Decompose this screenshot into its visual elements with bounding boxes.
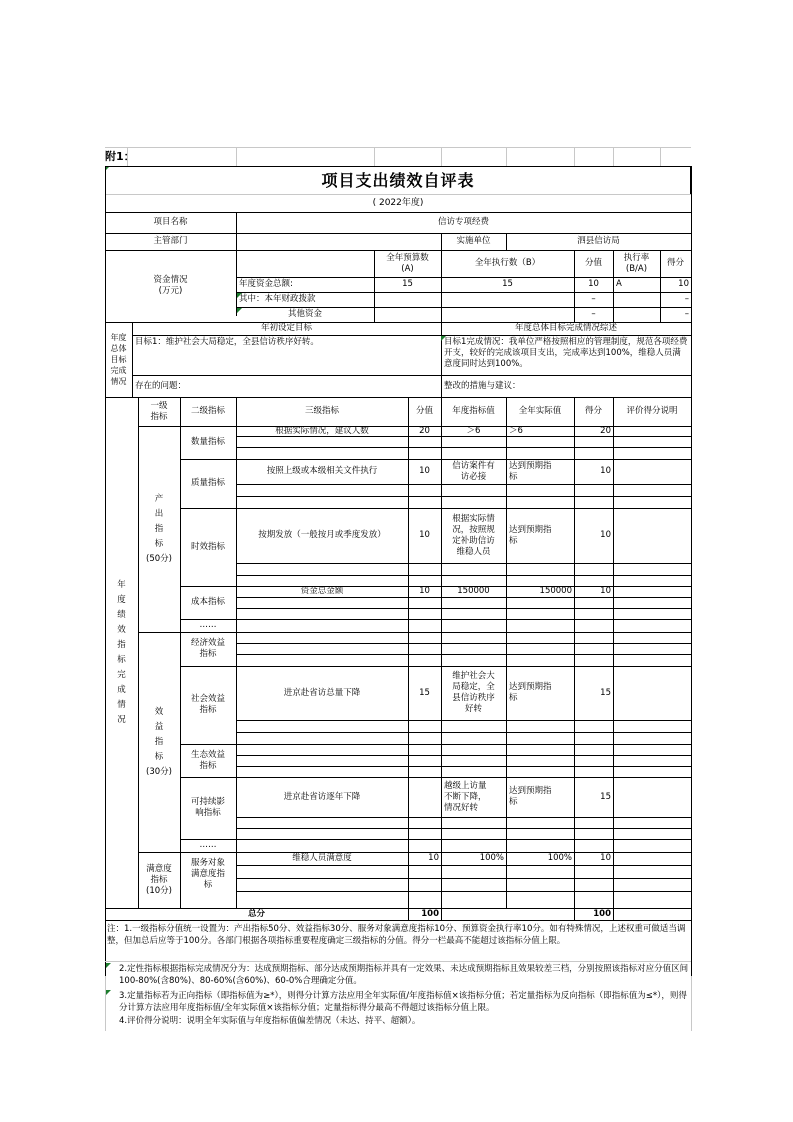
- funds-fiscal-score: –: [684, 294, 689, 304]
- timeliness-target: 根据实际情 况，按照规 定补助信访 维稳人员: [452, 513, 495, 557]
- goals-side-label: 年度 总体 目标 完成 情况: [110, 333, 127, 386]
- sustainable-item: 进京赴省访逐年下降: [283, 791, 361, 802]
- cost-target: 150000: [457, 586, 490, 596]
- measures-label: 整改的措施与建议：: [444, 380, 521, 391]
- satisfaction-level1-label: 满意度 指标 (10分): [146, 863, 172, 896]
- timeliness-value: 10: [419, 530, 430, 540]
- benefit-level1-label: 效 益 指 标 (30分): [146, 706, 172, 777]
- funds-total-score: 10: [678, 279, 689, 289]
- hdr-explain: 评价得分说明: [626, 406, 678, 416]
- hdr-level1: 一级 指标: [150, 400, 168, 422]
- goals-actual-header: 年度总体目标完成情况综述: [514, 323, 617, 333]
- social-label: 社会效益 指标: [190, 694, 225, 715]
- total-value: 100: [421, 908, 439, 919]
- funds-row-fiscal: 其中：本年财政拨款: [239, 294, 316, 304]
- quantity-actual: ＞6: [509, 426, 523, 436]
- project-name-value: 信访专项经费: [437, 217, 489, 227]
- cost-value: 10: [419, 586, 430, 596]
- cost-item: 资金总金额: [300, 586, 344, 596]
- ecological-label: 生态效益 指标: [190, 749, 225, 771]
- goals-actual-text: 目标1完成情况：我单位严格按照相应的管理制度，规范各项经费开支，较好的完成该项目支出，完成率达到100%，维稳人员满意度同时达到100%。: [444, 337, 688, 369]
- sustainable-target: 越级上访量 不断下降， 情况好转: [444, 780, 487, 813]
- social-target: 维护社会大 局稳定，全 县信访秩序 好转: [452, 671, 495, 714]
- funds-total-exec: 15: [502, 279, 513, 289]
- quality-target: 信访案件有 访必接: [452, 460, 495, 482]
- funds-row-other: 其他资金: [287, 309, 322, 319]
- hdr-target: 年度指标值: [452, 406, 495, 416]
- economic-label: 经济效益 指标: [190, 638, 225, 659]
- social-item: 进京赴省访总量下降: [283, 687, 361, 698]
- timeliness-actual: 达到预期指 标: [509, 524, 552, 546]
- funds-total-rate: A: [616, 279, 622, 289]
- total-score: 100: [593, 908, 611, 919]
- satisfaction-item: 维稳人员满意度: [292, 853, 352, 863]
- benefit-ellipsis: ……: [199, 840, 217, 850]
- output-ellipsis: ……: [199, 620, 217, 630]
- note-1: 注：1.一级指标分值统一设置为：产出指标50分、效益指标30分、服务对象满意度指标10分、预算资金执行率10分。如有特殊情况，上述权重可做适当调整，但加总后应等于100分。各部门根据各项指标重要程度确定三级指标的分值。得分一栏最高不能超过该指标分值上限。: [107, 924, 686, 946]
- quantity-item: 根据实际情况，建议人数: [275, 426, 369, 436]
- quality-item: 按照上级或本级相关文件执行: [266, 466, 378, 476]
- social-actual: 达到预期指 标: [509, 682, 552, 703]
- sustainable-score: 15: [600, 791, 611, 802]
- satisfaction-label: 服务对象 满意度指 标: [190, 857, 225, 890]
- dept-label: 主管部门: [153, 236, 188, 246]
- hdr-actual: 全年实际值: [518, 406, 562, 416]
- impl-unit-value: 泗县信访局: [577, 236, 620, 246]
- impl-unit-label: 实施单位: [456, 236, 491, 246]
- col-score: 得分: [666, 258, 684, 268]
- funds-label: 资金情况 (万元): [153, 275, 188, 296]
- satisfaction-actual: 100%: [547, 853, 572, 863]
- note-4: 4.评价得分说明：说明全年实际值与年度指标值偏差情况（未达、持平、超额）。: [119, 1016, 421, 1026]
- satisfaction-value: 10: [428, 853, 439, 863]
- quality-value: 10: [419, 466, 430, 476]
- quantity-label: 数量指标: [190, 437, 225, 447]
- year-label: ( 2022年度): [372, 197, 424, 208]
- note-3: 3.定量指标若为正向指标（即指标值为≥*），则得分计算方法应用全年实际值/年度指标值×该指标分值；若定量指标为反向指标（即指标值为≤*），则得分计算方法应用年度指标值/全年实际值×该指标分值；定量指标得分最高不得超过该指标分值上限。: [119, 991, 687, 1013]
- social-value: 15: [419, 687, 430, 698]
- cost-score: 10: [600, 586, 611, 596]
- col-score-value: 分值: [584, 258, 602, 268]
- funds-total-value: 10: [588, 279, 599, 289]
- hdr-level2: 二级指标: [190, 406, 225, 416]
- hdr-value: 分值: [415, 406, 433, 416]
- page-title: 项目支出绩效自评表: [321, 170, 475, 190]
- hdr-level3: 三级指标: [304, 406, 339, 416]
- timeliness-item: 按期发放（一般按月或季度发放）: [258, 530, 386, 540]
- social-score: 15: [600, 687, 611, 698]
- sustainable-actual: 达到预期指 标: [509, 786, 552, 807]
- total-label: 总分: [247, 908, 265, 919]
- project-name-label: 项目名称: [153, 217, 188, 227]
- self-evaluation-sheet: [105, 147, 691, 1054]
- note-2: 2.定性指标根据指标完成情况分为：达成预期指标、部分达成预期指标并具有一定效果、未达成预期指标且效果较差三档，分别按照该指标对应分值区间100-80%(含80%)、80-60%(含60%)、60-0%合理确定分值。: [119, 964, 689, 986]
- satisfaction-score: 10: [600, 853, 611, 863]
- problems-label: 存在的问题：: [135, 380, 187, 391]
- goals-initial-header: 年初设定目标: [260, 323, 312, 333]
- satisfaction-target: 100%: [479, 853, 504, 863]
- sustainable-label: 可持续影 响指标: [190, 797, 225, 818]
- goals-initial-text: 目标1：维护社会大局稳定，全县信访秩序好转。: [135, 337, 319, 347]
- quality-actual: 达到预期指 标: [509, 460, 552, 482]
- funds-other-score: –: [684, 309, 689, 319]
- col-budget: 全年预算数 (A): [386, 252, 429, 274]
- col-exec-rate: 执行率 (B/A): [623, 252, 650, 274]
- hdr-score: 得分: [584, 406, 602, 416]
- timeliness-score: 10: [600, 530, 611, 540]
- quantity-target: ＞6: [466, 426, 481, 436]
- funds-other-value: –: [591, 309, 596, 319]
- cost-actual: 150000: [539, 586, 572, 596]
- funds-fiscal-value: –: [591, 294, 596, 304]
- cost-label: 成本指标: [190, 597, 225, 607]
- funds-total-budget: 15: [402, 279, 413, 289]
- quantity-value: 20: [419, 426, 430, 436]
- quantity-score: 20: [600, 426, 611, 436]
- output-level1-label: 产 出 指 标 (50分): [146, 493, 172, 564]
- timeliness-label: 时效指标: [190, 541, 225, 552]
- quality-score: 10: [600, 466, 611, 476]
- col-exec: 全年执行数（B）: [474, 258, 541, 268]
- attachment-label: 附1：: [105, 150, 135, 163]
- quality-label: 质量指标: [190, 478, 225, 488]
- funds-row-total: 年度资金总额:: [239, 279, 293, 289]
- indicators-side-label: 年 度 绩 效 指 标 完 成 情 况: [117, 579, 126, 725]
